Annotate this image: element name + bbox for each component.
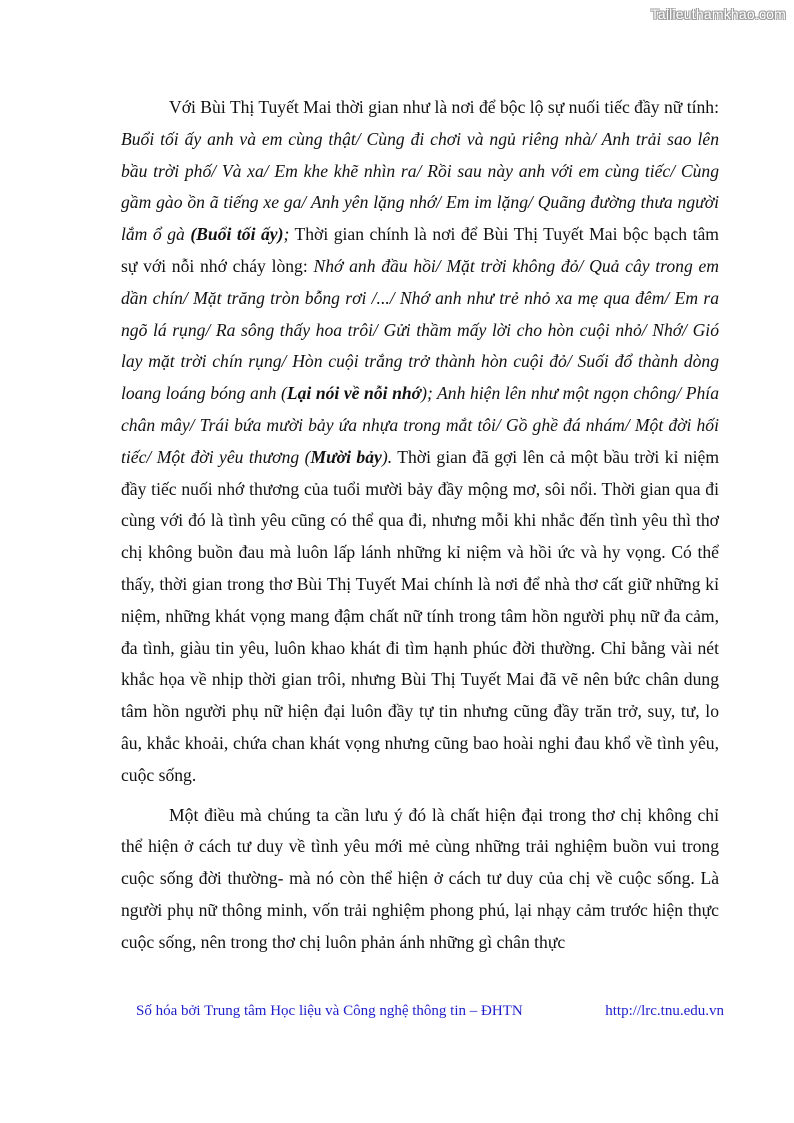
paragraph-2: [121, 800, 719, 959]
text-run: Thời gian đã gợi lên cả một bầu trời kỉ niệm đầy tiếc nuối nhớ thương của tuổi mười bảy đầy mộng mơ, sôi nổi. Thời gian qua đi cùng với đó là tình yêu cũng có thể qua đi, nhưng mỗi khi nhắc đến tình yêu thì thơ chị không buồn đau mà luôn lấp lánh những kỉ niệm và hồi ức và hy vọng. Có thể thấy, thời gian trong thơ Bùi Thị Tuyết Mai chính là nơi để nhà thơ cất giữ những kỉ niệm, những khát vọng mang đậm chất nữ tính trong tâm hồn người phụ nữ đa cảm, đa tình, giàu tin yêu, luôn khao khát đi tìm hạnh phúc đời thường. Chỉ bằng vài nét khắc họa về nhịp thời gian trôi, nhưng Bùi Thị Tuyết Mai đã vẽ nên bức chân dung tâm hồn người phụ nữ hiện đại luôn đầy tự tin nhưng cũng đầy trăn trở, suy, tư, lo âu, khắc khoải, chứa chan khát vọng nhưng cũng bao hoài nghi đau khổ về tình yêu, cuộc sống.: [121, 446, 719, 785]
text-run: Với Bùi Thị Tuyết Mai thời gian như là nơi để bộc lộ sự nuối tiếc đầy nữ tính:: [169, 97, 719, 117]
page-footer: [136, 1003, 724, 1020]
watermark-text: Tailieuthamkhao.com: [650, 6, 786, 22]
text-run: ); Anh hiện lên như một ngọn chông/ Phía chân mây/ Trái bứa mười bảy ứa nhựa trong mắt tôi/ Gồ ghề đá nhám/ Một đời hối tiếc/ Một đời yêu thương (: [121, 383, 719, 467]
text-run: Buổi tối ấy anh và em cùng thật/ Cùng đi chơi và ngủ riêng nhà/ Anh trải sao lên bầu trời phố/ Và xa/ Em khe khẽ nhìn ra/ Rồi sau này anh với em cùng tiếc/ Cùng gầm gào ồn ã tiếng xe ga/ Anh yên lặng nhớ/ Em im lặng/ Quãng đường thưa người lắm ổ gà: [121, 128, 719, 245]
text-run: (Buổi tối ấy): [190, 224, 284, 245]
text-run: Mười bảy: [310, 446, 382, 467]
text-run: Thời gian chính là nơi để Bùi Thị Tuyết Mai bộc bạch tâm sự với nỗi nhớ cháy lòng:: [121, 224, 719, 276]
text-run: Một điều mà chúng ta cần lưu ý đó là chất hiện đại trong thơ chị không chỉ thể hiện ở cách tư duy về tình yêu mới mẻ cùng những trải nghiệm buồn vui trong cuộc sống đời thường- mà nó còn thể hiện ở cách tư duy của chị về cuộc sống. Là người phụ nữ thông minh, vốn trải nghiệm phong phú, lại nhạy cảm trước hiện thực cuộc sống, nên trong thơ chị luôn phản ánh những gì chân thực: [121, 804, 719, 952]
text-run: ).: [381, 446, 393, 467]
footer-url-link[interactable]: http://lrc.tnu.edu.vn: [605, 1003, 724, 1019]
document-body: [121, 92, 719, 959]
text-run: ;: [283, 224, 290, 245]
paragraph-1: [121, 92, 719, 792]
text-run: Nhớ anh đầu hồi/ Mặt trời không đỏ/ Quả cây trong em dần chín/ Mặt trăng tròn bỗng rơi /.../ Nhớ anh như trẻ nhỏ xa mẹ qua đêm/ Em ra ngõ lá rụng/ Ra sông thấy hoa trôi/ Gửi thầm mấy lời cho hòn cuội nhỏ/ Nhớ/ Gió lay mặt trời chín rụng/ Hòn cuội trắng trở thành hòn cuội đỏ/ Suối đổ thành dòng loang loáng bóng anh (: [121, 255, 719, 404]
text-run: Lại nói về nỗi nhớ: [286, 383, 422, 404]
footer-source-text: Số hóa bởi Trung tâm Học liệu và Công nghệ thông tin – ĐHTN: [136, 1003, 523, 1019]
